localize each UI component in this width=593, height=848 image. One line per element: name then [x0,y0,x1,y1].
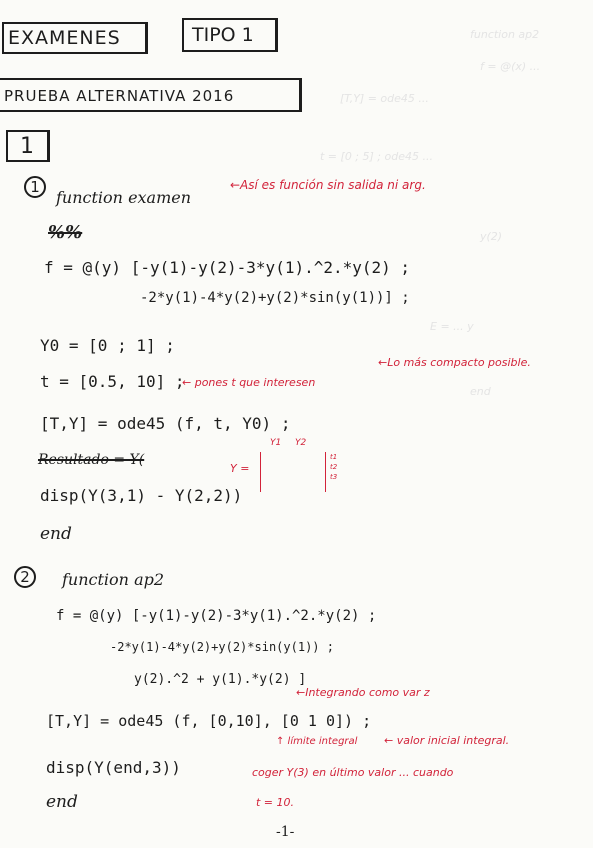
p1-y0-line: Y0 = [0 ; 1] ; [40,336,175,355]
p2-ode-line: [T,Y] = ode45 (f, [0,10], [0 1 0]) ; [46,712,372,730]
p1-matrix-row: t1 [330,453,338,461]
p1-note-t: ← pones t que interesen [182,376,316,389]
bleed-text: f = @(x) ... [480,60,541,73]
p1-ode-line: [T,Y] = ode45 (f, t, Y0) ; [40,414,291,433]
p1-matrix-col2: Y2 [295,438,307,448]
p2-disp-line: disp(Y(end,3)) [46,758,181,777]
tipo-box [182,18,278,52]
bleed-text: y(2) [480,230,503,243]
bleed-text: [T,Y] = ode45 ... [340,92,429,105]
problem1-number: 1 [24,176,46,198]
p1-matrix-col1: Y1 [270,438,282,448]
bleed-text: t = [0 ; 5] ; ode45 ... [320,150,433,163]
problem2-number: 2 [14,566,36,588]
p2-note-limits: ↑ límite integral [276,736,358,747]
prueba-box [0,78,302,112]
p1-note-compact: ←Lo más compacto posible. [378,356,531,369]
p2-end: end [46,792,78,812]
p1-matrix-row: t2 [330,463,338,471]
p1-matrix-label: Y = [230,462,250,475]
p1-matrix-row: t3 [330,473,338,481]
p1-matrix-rows [330,452,337,482]
section-box [6,130,50,162]
tipo-title: TIPO 1 [192,24,254,46]
page-number: -1- [276,824,295,840]
p2-note-coger1: coger Y(3) en último valor ... cuando [252,766,454,779]
p1-t-line: t = [0.5, 10] ; [40,372,185,391]
p2-f-line2: -2*y(1)-4*y(2)+y(2)*sin(y(1)) ; [110,640,334,654]
bleed-text: E = ... y [430,320,474,333]
examenes-box [2,22,148,54]
section-number: 1 [20,134,34,159]
prueba-title: PRUEBA ALTERNATIVA 2016 [4,87,235,105]
bleed-text: end [470,385,491,398]
p1-f-line2: -2*y(1)-4*y(2)+y(2)*sin(y(1))] ; [140,290,410,306]
p2-f-line1: f = @(y) [-y(1)-y(2)-3*y(1).^2.*y(2) ; [56,608,377,624]
p1-scribble: %% [48,222,83,243]
examenes-title: EXAMENES [8,27,121,49]
p1-function-line: function examen [56,188,192,207]
p2-note-init: ← valor inicial integral. [384,734,510,747]
p1-note-function: ←Así es función sin salida ni arg. [230,178,426,192]
p1-disp-line: disp(Y(3,1) - Y(2,2)) [40,486,243,505]
p2-function-line: function ap2 [62,570,165,589]
p1-end: end [40,524,72,544]
p1-f-line1: f = @(y) [-y(1)-y(2)-3*y(1).^2.*y(2) ; [44,258,411,277]
p1-strike-line: Resultado = Y( [38,452,145,468]
p1-matrix-brackets [260,452,326,492]
bleed-text: function ap2 [470,28,540,41]
p2-note-coger2: t = 10. [256,796,295,809]
p2-note-integrando: ←Integrando como var z [296,686,430,699]
p2-f-line3: y(2).^2 + y(1).*y(2) ] [134,672,307,687]
